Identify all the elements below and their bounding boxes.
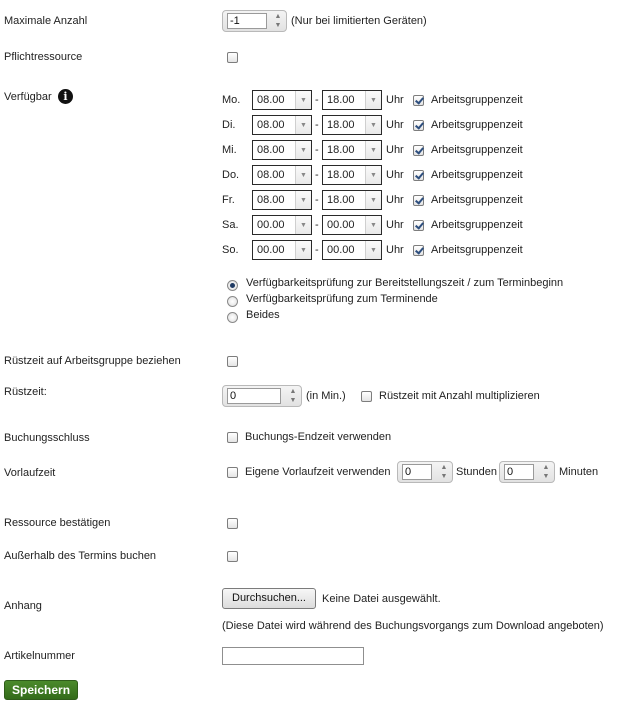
uhr-label: Uhr	[386, 194, 404, 206]
from-time-select[interactable]	[252, 215, 312, 235]
to-time-value: 00.00	[327, 219, 355, 231]
from-time-value: 08.00	[257, 144, 285, 156]
check-option-label-start: Verfügbarkeitsprüfung zur Bereitstellungszeit / zum Terminbeginn	[246, 277, 564, 289]
uhr-label: Uhr	[386, 219, 404, 231]
chevron-down-icon[interactable]: ▼	[295, 216, 311, 234]
to-time-select[interactable]	[322, 165, 382, 185]
lead-time-option-label: Eigene Vorlaufzeit verwenden	[245, 466, 391, 478]
no-file-text: Keine Datei ausgewählt.	[322, 593, 441, 605]
workgroup-time-label: Arbeitsgruppenzeit	[431, 219, 523, 231]
arrow-up-icon[interactable]: ▲	[289, 388, 297, 395]
arrow-down-icon[interactable]: ▼	[440, 473, 448, 480]
article-number-input[interactable]	[222, 647, 364, 665]
setup-time-workgroup-label: Rüstzeit auf Arbeitsgruppe beziehen	[4, 355, 181, 367]
day-label: Sa.	[222, 219, 239, 231]
to-time-select[interactable]	[322, 115, 382, 135]
day-label: So.	[222, 244, 239, 256]
setup-time-spinner[interactable]	[222, 385, 302, 407]
workgroup-time-checkbox[interactable]	[413, 145, 424, 156]
lead-time-hours-label: Stunden	[456, 466, 497, 478]
setup-time-unit: (in Min.)	[306, 390, 346, 402]
check-option-label-both: Beides	[246, 309, 280, 321]
chevron-down-icon[interactable]: ▼	[365, 116, 381, 134]
uhr-label: Uhr	[386, 244, 404, 256]
booking-deadline-option-label: Buchungs-Endzeit verwenden	[245, 431, 392, 443]
to-time-value: 00.00	[327, 244, 355, 256]
lead-time-hours-spinner[interactable]	[397, 461, 453, 483]
time-range-dash: -	[315, 169, 319, 181]
to-time-value: 18.00	[327, 144, 355, 156]
time-range-dash: -	[315, 144, 319, 156]
day-label: Mi.	[222, 144, 237, 156]
arrow-up-icon[interactable]: ▲	[542, 464, 550, 471]
to-time-select[interactable]	[322, 240, 382, 260]
workgroup-time-label: Arbeitsgruppenzeit	[431, 169, 523, 181]
chevron-down-icon[interactable]: ▼	[295, 141, 311, 159]
workgroup-time-checkbox[interactable]	[413, 95, 424, 106]
workgroup-time-checkbox[interactable]	[413, 195, 424, 206]
workgroup-time-checkbox[interactable]	[413, 220, 424, 231]
lead-time-hours-input[interactable]: 0	[402, 464, 432, 480]
from-time-select[interactable]	[252, 90, 312, 110]
check-option-radio-start[interactable]	[227, 280, 238, 291]
from-time-select[interactable]	[252, 190, 312, 210]
workgroup-time-label: Arbeitsgruppenzeit	[431, 144, 523, 156]
arrow-up-icon[interactable]: ▲	[274, 13, 282, 20]
from-time-value: 08.00	[257, 119, 285, 131]
mandatory-resource-label: Pflichtressource	[4, 51, 83, 63]
setup-time-multiply-label: Rüstzeit mit Anzahl multiplizieren	[379, 390, 540, 402]
booking-deadline-label: Buchungsschluss	[4, 432, 90, 444]
to-time-value: 18.00	[327, 119, 355, 131]
lead-time-minutes-input[interactable]: 0	[504, 464, 534, 480]
time-range-dash: -	[315, 244, 319, 256]
day-label: Mo.	[222, 94, 241, 106]
mandatory-resource-checkbox[interactable]	[227, 52, 238, 63]
workgroup-time-label: Arbeitsgruppenzeit	[431, 244, 523, 256]
book-outside-label: Außerhalb des Termins buchen	[4, 550, 157, 562]
time-range-dash: -	[315, 119, 319, 131]
chevron-down-icon[interactable]: ▼	[295, 91, 311, 109]
to-time-select[interactable]	[322, 215, 382, 235]
time-range-dash: -	[315, 219, 319, 231]
save-button[interactable]: Speichern	[4, 680, 78, 700]
to-time-select[interactable]	[322, 140, 382, 160]
info-icon[interactable]: i	[58, 89, 73, 104]
from-time-select[interactable]	[252, 165, 312, 185]
chevron-down-icon[interactable]: ▼	[365, 166, 381, 184]
check-option-label-end: Verfügbarkeitsprüfung zum Terminende	[246, 293, 438, 305]
max-count-note: (Nur bei limitierten Geräten)	[291, 15, 427, 27]
confirm-resource-label: Ressource bestätigen	[4, 517, 111, 529]
chevron-down-icon[interactable]: ▼	[295, 191, 311, 209]
from-time-select[interactable]	[252, 140, 312, 160]
workgroup-time-checkbox[interactable]	[413, 245, 424, 256]
to-time-select[interactable]	[322, 190, 382, 210]
workgroup-time-label: Arbeitsgruppenzeit	[431, 194, 523, 206]
day-label: Di.	[222, 119, 236, 131]
setup-time-multiply-checkbox[interactable]	[361, 391, 372, 402]
chevron-down-icon[interactable]: ▼	[295, 116, 311, 134]
check-option-radio-end[interactable]	[227, 296, 238, 307]
uhr-label: Uhr	[386, 94, 404, 106]
confirm-resource-checkbox[interactable]	[227, 518, 238, 529]
from-time-select[interactable]	[252, 115, 312, 135]
chevron-down-icon[interactable]: ▼	[365, 241, 381, 259]
book-outside-checkbox[interactable]	[227, 551, 238, 562]
max-count-input[interactable]: -1	[227, 13, 267, 29]
from-time-value: 00.00	[257, 219, 285, 231]
chevron-down-icon[interactable]: ▼	[295, 166, 311, 184]
uhr-label: Uhr	[386, 169, 404, 181]
to-time-value: 18.00	[327, 94, 355, 106]
attachment-hint: (Diese Datei wird während des Buchungsvorgangs zum Download angeboten)	[222, 620, 604, 632]
booking-deadline-checkbox[interactable]	[227, 432, 238, 443]
day-label: Fr.	[222, 194, 235, 206]
chevron-down-icon[interactable]: ▼	[365, 216, 381, 234]
browse-button[interactable]: Durchsuchen...	[222, 588, 316, 609]
workgroup-time-checkbox[interactable]	[413, 120, 424, 131]
max-count-label: Maximale Anzahl	[4, 15, 88, 27]
time-range-dash: -	[315, 194, 319, 206]
workgroup-time-label: Arbeitsgruppenzeit	[431, 94, 523, 106]
setup-time-label: Rüstzeit:	[4, 386, 47, 398]
arrow-down-icon[interactable]: ▼	[542, 473, 550, 480]
check-option-radio-both[interactable]	[227, 312, 238, 323]
from-time-value: 00.00	[257, 244, 285, 256]
time-range-dash: -	[315, 94, 319, 106]
arrow-down-icon[interactable]: ▼	[289, 397, 297, 404]
arrow-down-icon[interactable]: ▼	[274, 22, 282, 29]
chevron-down-icon[interactable]: ▼	[365, 91, 381, 109]
to-time-value: 18.00	[327, 169, 355, 181]
from-time-select[interactable]	[252, 240, 312, 260]
lead-time-minutes-spinner[interactable]	[499, 461, 555, 483]
setup-time-workgroup-checkbox[interactable]	[227, 356, 238, 367]
setup-time-input[interactable]: 0	[227, 388, 281, 404]
to-time-select[interactable]	[322, 90, 382, 110]
chevron-down-icon[interactable]: ▼	[295, 241, 311, 259]
article-number-label: Artikelnummer	[4, 650, 75, 662]
from-time-value: 08.00	[257, 194, 285, 206]
chevron-down-icon[interactable]: ▼	[365, 141, 381, 159]
availability-label: Verfügbar	[4, 91, 52, 103]
to-time-value: 18.00	[327, 194, 355, 206]
attachment-label: Anhang	[4, 600, 42, 612]
lead-time-minutes-label: Minuten	[559, 466, 599, 478]
uhr-label: Uhr	[386, 144, 404, 156]
arrow-up-icon[interactable]: ▲	[440, 464, 448, 471]
workgroup-time-checkbox[interactable]	[413, 170, 424, 181]
day-label: Do.	[222, 169, 240, 181]
workgroup-time-label: Arbeitsgruppenzeit	[431, 119, 523, 131]
from-time-value: 08.00	[257, 169, 285, 181]
lead-time-checkbox[interactable]	[227, 467, 238, 478]
chevron-down-icon[interactable]: ▼	[365, 191, 381, 209]
max-count-spinner[interactable]	[222, 10, 287, 32]
from-time-value: 08.00	[257, 94, 285, 106]
lead-time-label: Vorlaufzeit	[4, 467, 56, 479]
uhr-label: Uhr	[386, 119, 404, 131]
